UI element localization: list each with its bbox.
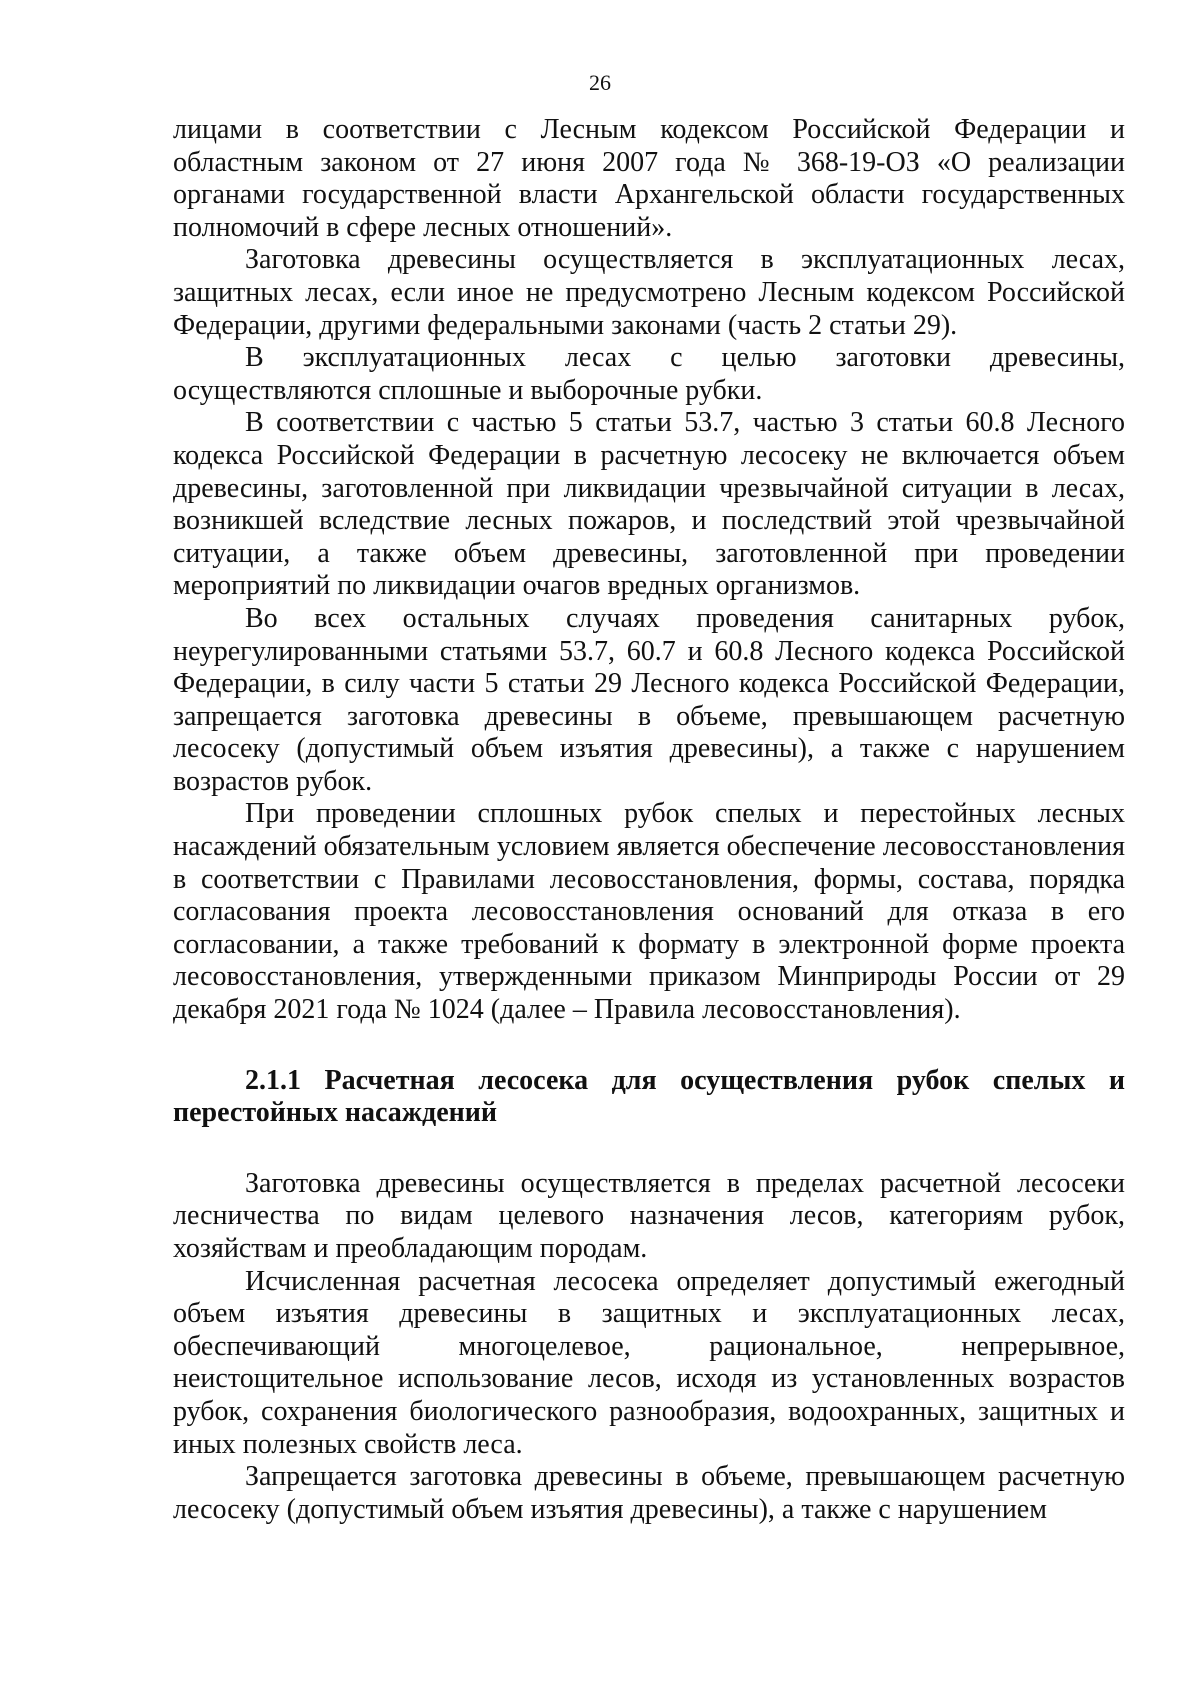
paragraph: Во всех остальных случаях проведения санитарных рубок, неурегулированными статьями 53.7, 60.7 и 60.8 Лесного кодекса Российской Федерации, в силу части 5 статьи 29 Лесного кодекса Российской Федерации, запрещается заготовка древесины в объеме, превышающем расчетную лесосеку (допустимый объем изъятия древесины), а также с нарушением возрастов рубок.	[173, 602, 1125, 797]
paragraph: Заготовка древесины осуществляется в пределах расчетной лесосеки лесничества по видам целевого назначения лесов, категориям рубок, хозяйствам и преобладающим породам.	[173, 1167, 1125, 1264]
paragraph: В эксплуатационных лесах с целью заготовки древесины, осуществляются сплошные и выборочные рубки.	[173, 342, 1125, 406]
section-heading: 2.1.1 Расчетная лесосека для осуществления рубок спелых и перестойных насаждений	[173, 1064, 1125, 1129]
page-number: 26	[589, 70, 611, 95]
paragraph: Исчисленная расчетная лесосека определяет допустимый ежегодный объем изъятия древесины в защитных и эксплуатационных лесах, обеспечивающий многоцелевое, рациональное, непрерывное, неистощительное использование лесов, исходя из установленных возрастов рубок, сохранения биологического разнообразия, водоохранных, защитных и иных полезных свойств леса.	[173, 1265, 1125, 1460]
paragraph: При проведении сплошных рубок спелых и перестойных лесных насаждений обязательным условием является обеспечение лесовосстановления в соответствии с Правилами лесовосстановления, формы, состава, порядка согласования проекта лесовосстановления оснований для отказа в его согласовании, а также требований к формату в электронной форме проекта лесовосстановления, утвержденными приказом Минприроды России от 29 декабря 2021 года № 1024 (далее – Правила лесовосстановления).	[173, 798, 1125, 1026]
paragraph: В соответствии с частью 5 статьи 53.7, частью 3 статьи 60.8 Лесного кодекса Российской Федерации в расчетную лесосеку не включается объем древесины, заготовленной при ликвидации чрезвычайной ситуации в лесах, возникшей вследствие лесных пожаров, и последствий этой чрезвычайной ситуации, а также объем древесины, заготовленной при проведении мероприятий по ликвидации очагов вредных организмов.	[173, 407, 1125, 602]
paragraph: Заготовка древесины осуществляется в эксплуатационных лесах, защитных лесах, если иное не предусмотрено Лесным кодексом Российской Федерации, другими федеральными законами (часть 2 статьи 29).	[173, 244, 1125, 341]
document-body	[173, 114, 1125, 1526]
paragraph: Запрещается заготовка древесины в объеме, превышающем расчетную лесосеку (допустимый объем изъятия древесины), а также с нарушением	[173, 1461, 1125, 1525]
paragraph: лицами в соответствии с Лесным кодексом Российской Федерации и областным законом от 27 июня 2007 года № 368-19-ОЗ «О реализации органами государственной власти Архангельской области государственных полномочий в сфере лесных отношений».	[173, 114, 1125, 243]
